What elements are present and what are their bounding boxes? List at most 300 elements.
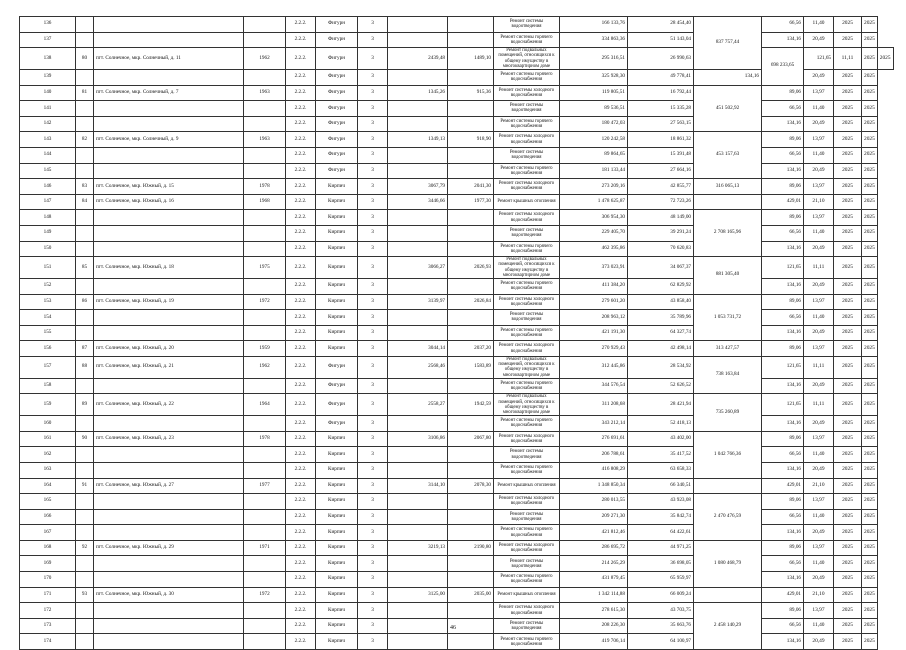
unit-cost-cell: 72 723,26 <box>628 194 694 210</box>
work-code-cell: 2.2.2. <box>286 48 316 70</box>
build-year-cell: 1971 <box>244 540 286 556</box>
total-area-cell: 3139,97 <box>388 294 448 310</box>
build-year-cell <box>244 210 286 226</box>
plan-year-start-cell: 2025 <box>834 603 862 619</box>
build-year-cell <box>244 70 286 86</box>
plan-year-end-cell: 2025 <box>862 325 878 341</box>
work-code-cell: 2.2.2. <box>286 147 316 163</box>
floors-cell: 3 <box>358 416 388 432</box>
unit-cost-cell: 52 626,52 <box>628 378 694 394</box>
plan-year-start-cell: 2025 <box>834 572 862 588</box>
unit-cost-cell: 52 418,13 <box>628 416 694 432</box>
house-number-cell: 80 <box>76 48 94 70</box>
plan-year-end-cell: 2025 <box>862 147 878 163</box>
work-code-cell: 2.2.2. <box>286 179 316 195</box>
tariff-cell: 134,16 <box>762 325 804 341</box>
build-year-cell: 1975 <box>244 257 286 279</box>
work-cost-cell: 306 954,30 <box>560 210 628 226</box>
build-year-cell <box>244 378 286 394</box>
work-code-cell: 2.2.2. <box>286 225 316 241</box>
plan-year-start-cell: 2025 <box>834 85 862 101</box>
table-row <box>20 378 894 394</box>
wall-material-cell: Фигурн <box>316 48 358 70</box>
row-number-cell: 156 <box>20 341 76 357</box>
house-total-cell: 2 470 476,59 <box>694 494 762 541</box>
unit-cost-cell: 35 842,74 <box>628 509 694 525</box>
build-year-cell <box>244 310 286 326</box>
unit-cost-cell: 66 340,51 <box>628 478 694 494</box>
plan-year-end-cell: 2025 <box>862 257 878 279</box>
floors-cell: 3 <box>358 32 388 48</box>
table-row <box>20 494 894 510</box>
living-area-cell <box>448 447 494 463</box>
build-year-cell <box>244 447 286 463</box>
coefficient-cell: 20,49 <box>804 462 834 478</box>
tariff-cell: 66,56 <box>762 147 804 163</box>
coefficient-cell: 20,49 <box>804 278 834 294</box>
wall-material-cell: Кирпич <box>316 278 358 294</box>
row-number-cell: 138 <box>20 48 76 70</box>
table-row <box>20 325 894 341</box>
living-area-cell: 1942,59 <box>448 394 494 416</box>
floors-cell: 3 <box>358 431 388 447</box>
tariff-cell: 121,65 <box>762 356 804 378</box>
total-area-cell <box>388 116 448 132</box>
work-code-cell: 2.2.2. <box>286 494 316 510</box>
work-code-cell: 2.2.2. <box>286 431 316 447</box>
work-cost-cell: 421 812,46 <box>560 525 628 541</box>
house-number-cell: 86 <box>76 294 94 310</box>
total-area-cell <box>388 101 448 117</box>
house-total-cell: 313 427,57 <box>694 341 762 357</box>
plan-year-end-cell: 2025 <box>862 378 878 394</box>
address-cell: пгт. Солнечное, мкр. Солнечный, д. 9 <box>94 132 244 148</box>
row-number-cell: 142 <box>20 116 76 132</box>
living-area-cell <box>448 17 494 33</box>
coefficient-cell: 20,49 <box>804 416 834 432</box>
tariff-cell: 134,16 <box>762 163 804 179</box>
wall-material-cell: Кирпич <box>316 325 358 341</box>
row-number-cell: 165 <box>20 494 76 510</box>
floors-cell: 3 <box>358 210 388 226</box>
floors-cell: 3 <box>358 132 388 148</box>
coefficient-cell: 11,40 <box>804 447 834 463</box>
wall-material-cell: Фигурн <box>316 70 358 86</box>
tariff-cell: 134,16 <box>762 278 804 294</box>
work-type-cell: Ремонт системы горячего водоснабжения <box>494 462 560 478</box>
address-cell <box>94 494 244 510</box>
plan-year-start-cell: 2025 <box>834 394 862 416</box>
work-code-cell: 2.2.2. <box>286 416 316 432</box>
work-type-cell: Ремонт системы холодного водоснабжения <box>494 431 560 447</box>
tariff-cell: 134,16 <box>762 525 804 541</box>
tariff-cell: 89,06 <box>762 294 804 310</box>
plan-year-start-cell: 2025 <box>834 17 862 33</box>
house-number-cell <box>76 525 94 541</box>
work-cost-cell: 278 615,30 <box>560 603 628 619</box>
work-cost-cell: 343 212,14 <box>560 416 628 432</box>
coefficient-cell: 20,49 <box>804 116 834 132</box>
work-code-cell: 2.2.2. <box>286 618 316 634</box>
floors-cell: 3 <box>358 509 388 525</box>
plan-year-end-cell: 2025 <box>862 634 878 650</box>
build-year-cell <box>244 556 286 572</box>
row-number-cell: 159 <box>20 394 76 416</box>
house-total-cell <box>694 194 762 210</box>
house-number-cell <box>76 603 94 619</box>
table-row <box>20 556 894 572</box>
floors-cell: 3 <box>358 618 388 634</box>
total-area-cell <box>388 525 448 541</box>
floors-cell: 3 <box>358 85 388 101</box>
plan-year-end-cell: 2025 <box>862 163 878 179</box>
work-code-cell: 2.2.2. <box>286 540 316 556</box>
work-type-cell: Ремонт системы холодного водоснабжения <box>494 341 560 357</box>
table-row <box>20 132 894 148</box>
row-number-cell: 139 <box>20 70 76 86</box>
total-area-cell <box>388 278 448 294</box>
house-total-cell <box>694 478 762 494</box>
repair-register-table <box>19 16 894 650</box>
unit-cost-cell: 28 454,40 <box>628 17 694 33</box>
house-total-cell: 453 157,63 <box>694 132 762 179</box>
tariff-cell: 66,56 <box>762 447 804 463</box>
unit-cost-cell: 42 855,77 <box>628 179 694 195</box>
table-row <box>20 163 894 179</box>
floors-cell: 3 <box>358 462 388 478</box>
tariff-cell: 66,56 <box>762 509 804 525</box>
row-number-cell: 170 <box>20 572 76 588</box>
total-area-cell: 3219,13 <box>388 540 448 556</box>
plan-year-start-cell: 2025 <box>834 341 862 357</box>
wall-material-cell: Фигурн <box>316 116 358 132</box>
tariff-cell: 89,06 <box>762 603 804 619</box>
unit-cost-cell: 35 789,96 <box>628 310 694 326</box>
unit-cost-cell: 15 335,28 <box>628 101 694 117</box>
house-total-cell: 738 163,84 <box>694 356 762 393</box>
plan-year-end-cell: 2025 <box>862 179 878 195</box>
total-area-cell: 2439,48 <box>388 48 448 70</box>
work-type-cell: Ремонт системы горячего водоснабжения <box>494 241 560 257</box>
work-cost-cell: 1 478 625,87 <box>560 194 628 210</box>
row-number-cell: 158 <box>20 378 76 394</box>
plan-year-end-cell: 2025 <box>862 116 878 132</box>
plan-year-end-cell: 2025 <box>862 462 878 478</box>
work-type-cell: Ремонт системы водоотведения <box>494 556 560 572</box>
plan-year-start-cell: 2025 <box>834 618 862 634</box>
floors-cell: 3 <box>358 540 388 556</box>
address-cell <box>94 325 244 341</box>
table-row <box>20 310 894 326</box>
living-area-cell <box>448 163 494 179</box>
coefficient-cell: 11,40 <box>804 101 834 117</box>
work-type-cell: Ремонт системы горячего водоснабжения <box>494 116 560 132</box>
living-area-cell: 2026,93 <box>448 257 494 279</box>
living-area-cell: 2067,80 <box>448 431 494 447</box>
house-number-cell: 93 <box>76 587 94 603</box>
work-code-cell: 2.2.2. <box>286 294 316 310</box>
row-number-cell: 150 <box>20 241 76 257</box>
table-row <box>20 85 894 101</box>
work-type-cell: Ремонт подвальных помещений, относящихся к общему имуществу в многоквартирном доме <box>494 257 560 279</box>
living-area-cell: 2037,20 <box>448 341 494 357</box>
work-code-cell: 2.2.2. <box>286 163 316 179</box>
house-number-cell <box>76 462 94 478</box>
plan-year-end-cell: 2025 <box>862 310 878 326</box>
tariff-cell: 134,16 <box>762 116 804 132</box>
plan-year-start-cell: 2025 <box>834 356 862 378</box>
floors-cell: 3 <box>358 394 388 416</box>
work-cost-cell: 279 601,20 <box>560 294 628 310</box>
work-type-cell: Ремонт системы горячего водоснабжения <box>494 70 560 86</box>
address-cell <box>94 572 244 588</box>
plan-year-start-cell: 2025 <box>834 478 862 494</box>
work-type-cell: Ремонт системы водоотведения <box>494 310 560 326</box>
work-cost-cell: 344 576,54 <box>560 378 628 394</box>
tariff-cell: 66,56 <box>762 618 804 634</box>
work-cost-cell: 334 863,36 <box>560 32 628 48</box>
build-year-cell <box>244 225 286 241</box>
row-number-cell: 166 <box>20 509 76 525</box>
plan-year-start-cell: 2025 <box>834 241 862 257</box>
work-code-cell: 2.2.2. <box>286 447 316 463</box>
tariff-cell: 66,56 <box>762 225 804 241</box>
plan-year-end-cell: 2025 <box>862 32 878 48</box>
unit-cost-cell: 64 100,97 <box>628 634 694 650</box>
plan-year-end-cell: 2025 <box>862 341 878 357</box>
table-row <box>20 572 894 588</box>
total-area-cell <box>388 32 448 48</box>
work-cost-cell: 181 133,44 <box>560 163 628 179</box>
house-number-cell <box>76 101 94 117</box>
unit-cost-cell: 35 663,76 <box>628 618 694 634</box>
living-area-cell <box>448 634 494 650</box>
work-cost-cell: 89 864,65 <box>560 147 628 163</box>
living-area-cell <box>448 147 494 163</box>
plan-year-end-cell: 2025 <box>862 556 878 572</box>
floors-cell: 3 <box>358 163 388 179</box>
tariff-cell: 66,56 <box>762 17 804 33</box>
plan-year-end-cell: 2025 <box>862 618 878 634</box>
table-row <box>20 540 894 556</box>
work-type-cell: Ремонт системы водоотведения <box>494 509 560 525</box>
house-number-cell: 85 <box>76 257 94 279</box>
tariff-cell: 134,16 <box>762 462 804 478</box>
work-cost-cell: 416 808,29 <box>560 462 628 478</box>
unit-cost-cell: 34 067,37 <box>628 257 694 279</box>
wall-material-cell: Фигурн <box>316 17 358 33</box>
plan-year-end-cell: 2025 <box>877 48 893 70</box>
work-type-cell: Ремонт системы водоотведения <box>494 17 560 33</box>
tariff-cell: 429,01 <box>762 587 804 603</box>
floors-cell: 3 <box>358 525 388 541</box>
work-cost-cell: 295 316,51 <box>560 48 628 70</box>
plan-year-start-cell: 2025 <box>834 116 862 132</box>
row-number-cell: 137 <box>20 32 76 48</box>
living-area-cell <box>448 225 494 241</box>
floors-cell: 3 <box>358 587 388 603</box>
plan-year-end-cell: 2025 <box>862 478 878 494</box>
coefficient-cell: 13,97 <box>804 431 834 447</box>
table-row <box>20 179 894 195</box>
wall-material-cell: Кирпич <box>316 294 358 310</box>
tariff-cell: 89,06 <box>762 494 804 510</box>
work-code-cell: 2.2.2. <box>286 341 316 357</box>
address-cell <box>94 32 244 48</box>
floors-cell: 3 <box>358 378 388 394</box>
work-type-cell: Ремонт системы водоотведения <box>494 101 560 117</box>
build-year-cell <box>244 101 286 117</box>
address-cell <box>94 278 244 294</box>
build-year-cell <box>244 634 286 650</box>
work-code-cell: 2.2.2. <box>286 257 316 279</box>
register-document <box>19 16 894 650</box>
living-area-cell <box>448 572 494 588</box>
work-cost-cell: 206 788,61 <box>560 447 628 463</box>
floors-cell: 3 <box>358 257 388 279</box>
house-number-cell <box>76 572 94 588</box>
coefficient-cell: 11,11 <box>804 394 834 416</box>
table-row <box>20 257 894 279</box>
build-year-cell <box>244 241 286 257</box>
work-code-cell: 2.2.2. <box>286 132 316 148</box>
work-code-cell: 2.2.2. <box>286 462 316 478</box>
work-code-cell: 2.2.2. <box>286 509 316 525</box>
plan-year-start-cell: 2025 <box>834 101 862 117</box>
wall-material-cell: Фигурн <box>316 101 358 117</box>
house-total-cell: 881 305,40 <box>694 257 762 294</box>
work-cost-cell: 120 242,58 <box>560 132 628 148</box>
plan-year-start-cell: 2025 <box>834 525 862 541</box>
wall-material-cell: Кирпич <box>316 556 358 572</box>
tariff-cell: 89,06 <box>762 210 804 226</box>
wall-material-cell: Фигурн <box>316 163 358 179</box>
work-type-cell: Ремонт системы горячего водоснабжения <box>494 572 560 588</box>
house-number-cell: 84 <box>76 194 94 210</box>
work-code-cell: 2.2.2. <box>286 194 316 210</box>
house-total-cell: 837 757,44 <box>694 17 762 70</box>
living-area-cell: 1489,10 <box>448 48 494 70</box>
work-cost-cell: 312 445,86 <box>560 356 628 378</box>
total-area-cell: 3144,10 <box>388 478 448 494</box>
table-row <box>20 294 894 310</box>
living-area-cell <box>448 310 494 326</box>
wall-material-cell: Кирпич <box>316 194 358 210</box>
wall-material-cell: Кирпич <box>316 257 358 279</box>
unit-cost-cell: 43 923,08 <box>628 494 694 510</box>
build-year-cell <box>244 116 286 132</box>
work-code-cell: 2.2.2. <box>286 634 316 650</box>
build-year-cell <box>244 603 286 619</box>
plan-year-end-cell: 2025 <box>862 85 878 101</box>
work-cost-cell: 1 342 114,88 <box>560 587 628 603</box>
total-area-cell: 3106,86 <box>388 431 448 447</box>
wall-material-cell: Кирпич <box>316 494 358 510</box>
plan-year-end-cell: 2025 <box>862 278 878 294</box>
total-area-cell <box>388 378 448 394</box>
plan-year-end-cell: 2025 <box>862 101 878 117</box>
work-code-cell: 2.2.2. <box>286 394 316 416</box>
work-cost-cell: 208 226,30 <box>560 618 628 634</box>
wall-material-cell: Кирпич <box>316 462 358 478</box>
work-type-cell: Ремонт системы водоотведения <box>494 618 560 634</box>
work-code-cell: 2.2.2. <box>286 17 316 33</box>
unit-cost-cell: 15 391,48 <box>628 147 694 163</box>
page-number: 46 <box>450 625 456 631</box>
build-year-cell <box>244 572 286 588</box>
work-type-cell: Ремонт системы горячего водоснабжения <box>494 163 560 179</box>
house-number-cell <box>76 509 94 525</box>
plan-year-start-cell: 2025 <box>834 257 862 279</box>
total-area-cell: 1349,13 <box>388 132 448 148</box>
work-type-cell: Ремонт системы водоотведения <box>494 225 560 241</box>
floors-cell: 3 <box>358 147 388 163</box>
floors-cell: 3 <box>358 572 388 588</box>
living-area-cell <box>448 116 494 132</box>
house-number-cell <box>76 225 94 241</box>
work-type-cell: Ремонт системы холодного водоснабжения <box>494 210 560 226</box>
work-type-cell: Ремонт системы холодного водоснабжения <box>494 603 560 619</box>
plan-year-end-cell: 2025 <box>862 572 878 588</box>
floors-cell: 3 <box>358 116 388 132</box>
row-number-cell: 174 <box>20 634 76 650</box>
table-row <box>20 447 894 463</box>
coefficient-cell: 20,49 <box>804 32 834 48</box>
living-area-cell: 2035,00 <box>448 587 494 603</box>
work-type-cell: Ремонт системы холодного водоснабжения <box>494 294 560 310</box>
total-area-cell: 3044,14 <box>388 341 448 357</box>
work-type-cell: Ремонт системы холодного водоснабжения <box>494 132 560 148</box>
work-code-cell: 2.2.2. <box>286 556 316 572</box>
work-type-cell: Ремонт системы горячего водоснабжения <box>494 32 560 48</box>
house-number-cell: 87 <box>76 341 94 357</box>
house-number-cell <box>76 634 94 650</box>
floors-cell: 3 <box>358 225 388 241</box>
work-cost-cell: 276 691,61 <box>560 431 628 447</box>
living-area-cell <box>448 494 494 510</box>
floors-cell: 3 <box>358 101 388 117</box>
house-total-cell <box>694 587 762 603</box>
floors-cell: 3 <box>358 556 388 572</box>
row-number-cell: 169 <box>20 556 76 572</box>
total-area-cell: 3067,79 <box>388 179 448 195</box>
unit-cost-cell: 42 498,14 <box>628 341 694 357</box>
total-area-cell <box>388 416 448 432</box>
build-year-cell: 1963 <box>244 132 286 148</box>
work-type-cell: Ремонт системы водоотведения <box>494 447 560 463</box>
work-cost-cell: 119 805,51 <box>560 85 628 101</box>
house-number-cell <box>76 17 94 33</box>
plan-year-start-cell: 2025 <box>834 310 862 326</box>
floors-cell: 3 <box>358 447 388 463</box>
wall-material-cell: Кирпич <box>316 431 358 447</box>
tariff-cell: 134,16 <box>762 634 804 650</box>
address-cell <box>94 378 244 394</box>
living-area-cell: 2078,30 <box>448 478 494 494</box>
wall-material-cell: Фигурн <box>316 416 358 432</box>
row-number-cell: 162 <box>20 447 76 463</box>
coefficient-cell: 20,49 <box>804 525 834 541</box>
build-year-cell <box>244 278 286 294</box>
row-number-cell: 141 <box>20 101 76 117</box>
floors-cell: 3 <box>358 310 388 326</box>
wall-material-cell: Кирпич <box>316 447 358 463</box>
row-number-cell: 154 <box>20 310 76 326</box>
coefficient-cell: 20,49 <box>804 241 834 257</box>
table-row <box>20 416 894 432</box>
address-cell <box>94 509 244 525</box>
living-area-cell: 915,36 <box>448 85 494 101</box>
